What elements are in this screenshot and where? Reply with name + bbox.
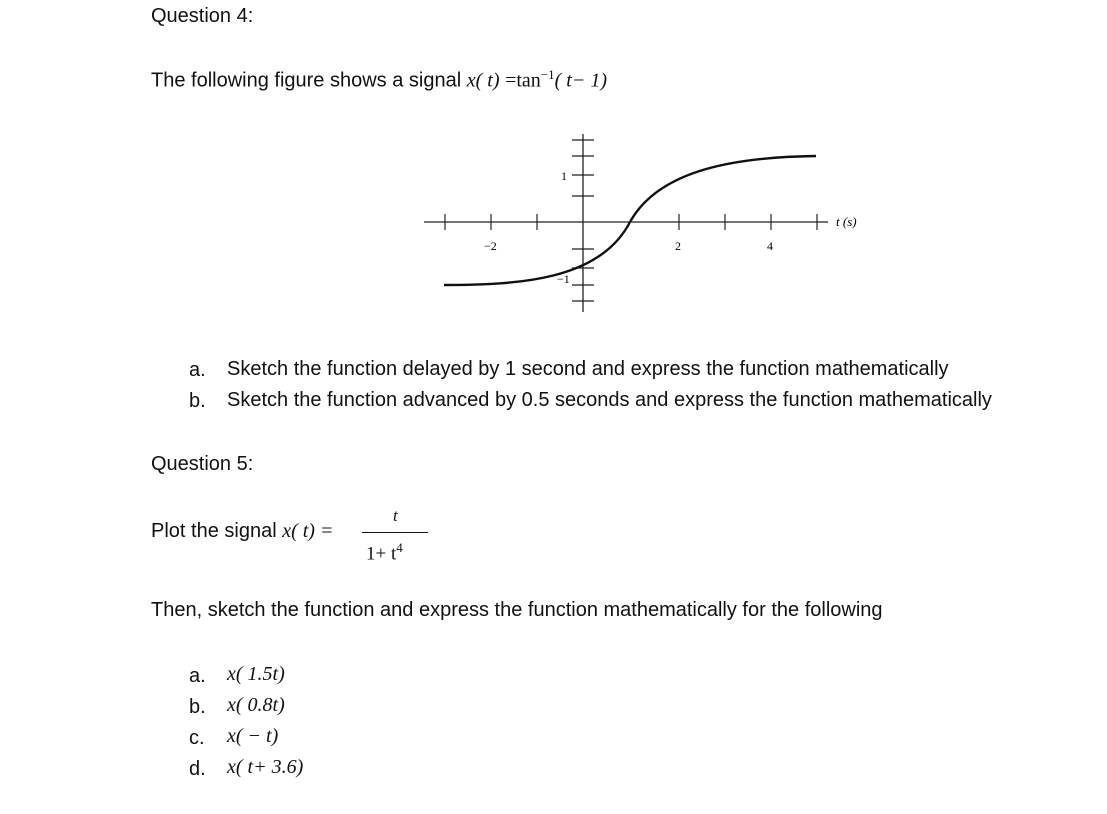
x-axis-label: t (s) <box>836 214 857 229</box>
q5-part-d-letter: d. <box>189 758 206 780</box>
formula-exp: −1 <box>540 67 555 82</box>
arctan-curve <box>444 156 816 285</box>
tick-label-x-2: 2 <box>675 239 681 253</box>
fraction-numerator: t <box>393 506 398 525</box>
formula-eq: =tan <box>505 69 541 92</box>
q4-part-b-text: Sketch the function advanced by 0.5 seconds and express the function mathematically <box>227 389 992 411</box>
fraction-den-exp: 4 <box>396 540 403 555</box>
question-5-intro: Plot the signal <box>151 520 277 542</box>
tick-label-x-neg2: −2 <box>484 239 497 253</box>
q5-part-b-letter: b. <box>189 696 206 718</box>
formula-lhs: x( t) <box>466 69 500 92</box>
question-4-intro: The following figure shows a signal <box>151 69 462 92</box>
q5-part-b-expr: x( 0.8t) <box>227 694 285 716</box>
fraction-bar <box>362 532 428 533</box>
q4-part-a-letter: a. <box>189 359 206 381</box>
q5-fraction <box>362 506 432 566</box>
tick-label-y-1: 1 <box>561 169 567 183</box>
q5-part-c-letter: c. <box>189 727 205 749</box>
q5-part-a-expr: x( 1.5t) <box>227 663 285 685</box>
q4-part-a-text: Sketch the function delayed by 1 second and express the function mathematically <box>227 358 949 380</box>
tick-label-y-neg1: −1 <box>557 272 570 286</box>
question-4-heading: Question 4: <box>151 5 254 27</box>
q5-then-text: Then, sketch the function and express the function mathematically for the following <box>151 599 883 621</box>
q4-part-b-letter: b. <box>189 390 206 412</box>
fraction-denominator <box>366 540 403 565</box>
tick-label-x-4: 4 <box>767 239 773 253</box>
question-5-heading: Question 5: <box>151 453 254 475</box>
q5-part-a-letter: a. <box>189 665 206 687</box>
arctan-signal-figure <box>0 0 1107 340</box>
q5-part-d-expr: x( t+ 3.6) <box>227 756 304 778</box>
fraction-den-base: 1+ t <box>366 543 397 565</box>
formula-arg: ( t− 1) <box>554 69 607 92</box>
q5-part-c-expr: x( − t) <box>227 725 279 747</box>
q5-formula-lhs: x( t) = <box>282 520 334 542</box>
question-5-intro-line <box>151 521 333 541</box>
